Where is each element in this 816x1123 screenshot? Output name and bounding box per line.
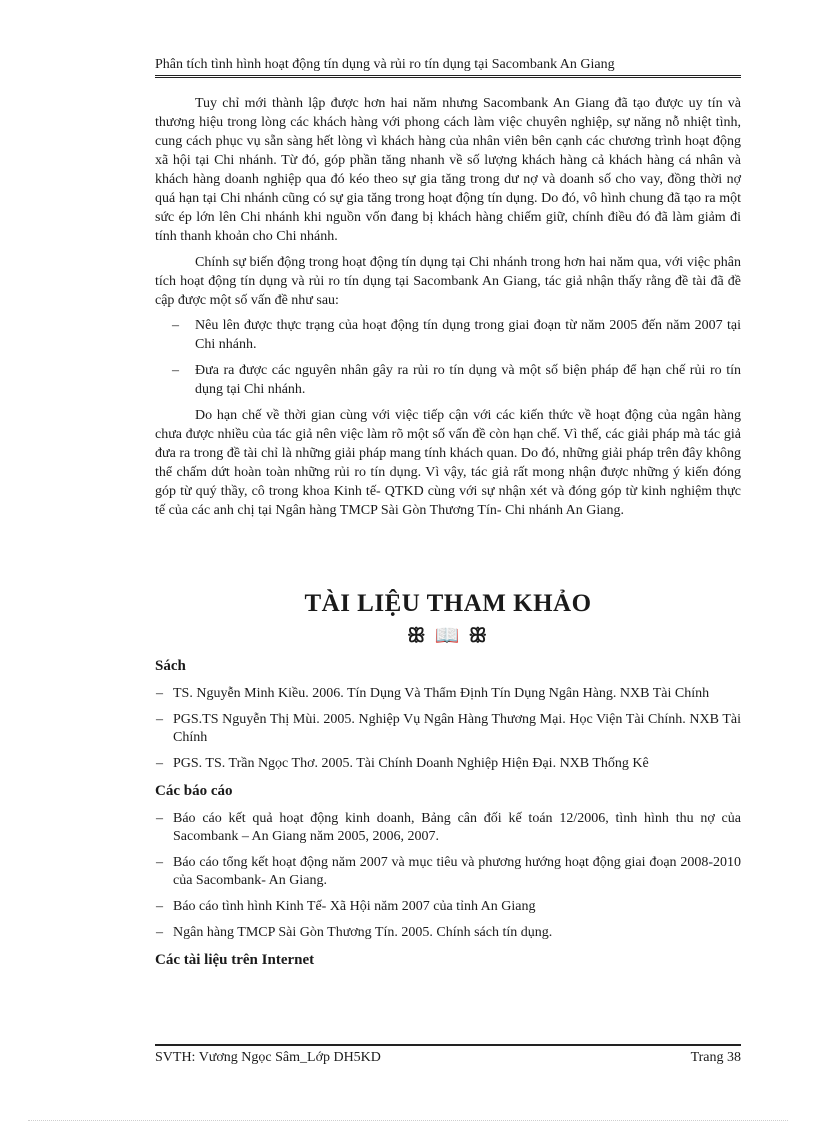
references-title: TÀI LIỆU THAM KHẢO (304, 590, 592, 617)
running-header: Phân tích tình hình hoạt động tín dụng và rủi ro tín dụng tại Sacombank An Giang (155, 57, 615, 72)
list-item: – Ngân hàng TMCP Sài Gòn Thương Tín. 2005. Chính sách tín dụng. (155, 924, 741, 942)
list-item: – Báo cáo tổng kết hoạt động năm 2007 và mục tiêu và phương hướng hoạt động giai đoạn 2008-2010 của Sacombank- An Giang. (155, 854, 741, 890)
references-list (155, 656, 741, 979)
author-line: SVTH: Vương Ngọc Sâm_Lớp DH5KD (155, 1050, 381, 1065)
paragraph-2: Chính sự biến động trong hoạt động tín dụng tại Chi nhánh trong hơn hai năm qua, với việc phân tích hoạt động tín dụng và rủi ro tín dụng tại Sacombank An Giang, tác giả nhận thấy rằng đề tài đã đề cập được một số vấn đề như sau: (155, 255, 741, 308)
page-number: Trang 38 (690, 1050, 741, 1065)
footer-rule (155, 1044, 741, 1046)
section-heading-internet: Các tài liệu trên Internet (155, 952, 315, 968)
findings-list (155, 316, 741, 399)
books-list (155, 685, 741, 773)
list-item: – PGS. TS. Trần Ngọc Thơ. 2005. Tài Chính Doanh Nghiệp Hiện Đại. NXB Thống Kê (155, 755, 741, 773)
book-ornament-icon: ꕥ 📖 ꕥ (406, 625, 490, 647)
list-item: – Đưa ra được các nguyên nhân gây ra rủi ro tín dụng và một số biện pháp để hạn chế rủi ro tín dụng tại Chi nhánh. (155, 361, 741, 399)
list-item: – Nêu lên được thực trạng của hoạt động tín dụng trong giai đoạn từ năm 2005 đến năm 2007 tại Chi nhánh. (155, 316, 741, 354)
body-text (155, 94, 741, 520)
list-item: – TS. Nguyễn Minh Kiều. 2006. Tín Dụng Và Thẩm Định Tín Dụng Ngân Hàng. NXB Tài Chính (155, 685, 741, 703)
section-heading-reports: Các báo cáo (155, 783, 233, 799)
header-rule (155, 75, 741, 78)
list-item: – Báo cáo tình hình Kinh Tế- Xã Hội năm 2007 của tỉnh An Giang (155, 898, 741, 916)
section-heading-books: Sách (155, 658, 186, 674)
page-edge-divider (28, 1120, 788, 1121)
paragraph-3: Do hạn chế về thời gian cùng với việc tiếp cận với các kiến thức về hoạt động của ngân hàng chưa được nhiều của tác giả nên việc làm rõ một số vấn đề còn hạn chế. Vì thế, các giải pháp mà tác giả đưa ra trong đề tài chỉ là những giải pháp mang tính khách quan. Do đó, những giải pháp trên đây không thể chấm dứt hoàn toàn những rủi ro tín dụng. Vì vậy, tác giả rất mong nhận được những ý kiến đóng góp từ quý thầy, cô trong khoa Kinh tế- QTKD cùng với sự nhận xét và đóng góp từ kinh nghiệm thực tế của các anh chị tại Ngân hàng TMCP Sài Gòn Thương Tín- Chi nhánh An Giang. (155, 408, 741, 518)
reports-list (155, 810, 741, 942)
list-item: – Báo cáo kết quả hoạt động kinh doanh, Bảng cân đối kế toán 12/2006, tình hình thu nợ của Sacombank – An Giang năm 2005, 2006, 2007. (155, 810, 741, 846)
paragraph-1: Tuy chỉ mới thành lập được hơn hai năm nhưng Sacombank An Giang đã tạo được uy tín và thương hiệu trong lòng các khách hàng với phong cách làm việc chuyên nghiệp, sự năng nỗ nhiệt tình, cung cách phục vụ sẵn sàng hết lòng vì khách hàng của nhân viên bên cạnh các chương trình hoạt động xã hội tại Chi nhánh. Từ đó, góp phần tăng nhanh về số lượng khách hàng cả khách hàng cá nhân và khách hàng doanh nghiệp qua đó kéo theo sự gia tăng trong dư nợ và doanh số cho vay, đồng thời nợ quá hạn tại Chi nhánh cũng có sự gia tăng trong hoạt động tín dụng. Do đó, vô hình chung đã tạo ra một sức ép lớn lên Chi nhánh khi nguồn vốn đang bị khách hàng chiếm giữ, chính điều đó đã làm giảm đi tính thanh khoản cho Chi nhánh. (155, 96, 741, 244)
list-item: – PGS.TS Nguyễn Thị Mùi. 2005. Nghiệp Vụ Ngân Hàng Thương Mại. Học Viện Tài Chính. NXB Tài Chính (155, 711, 741, 747)
